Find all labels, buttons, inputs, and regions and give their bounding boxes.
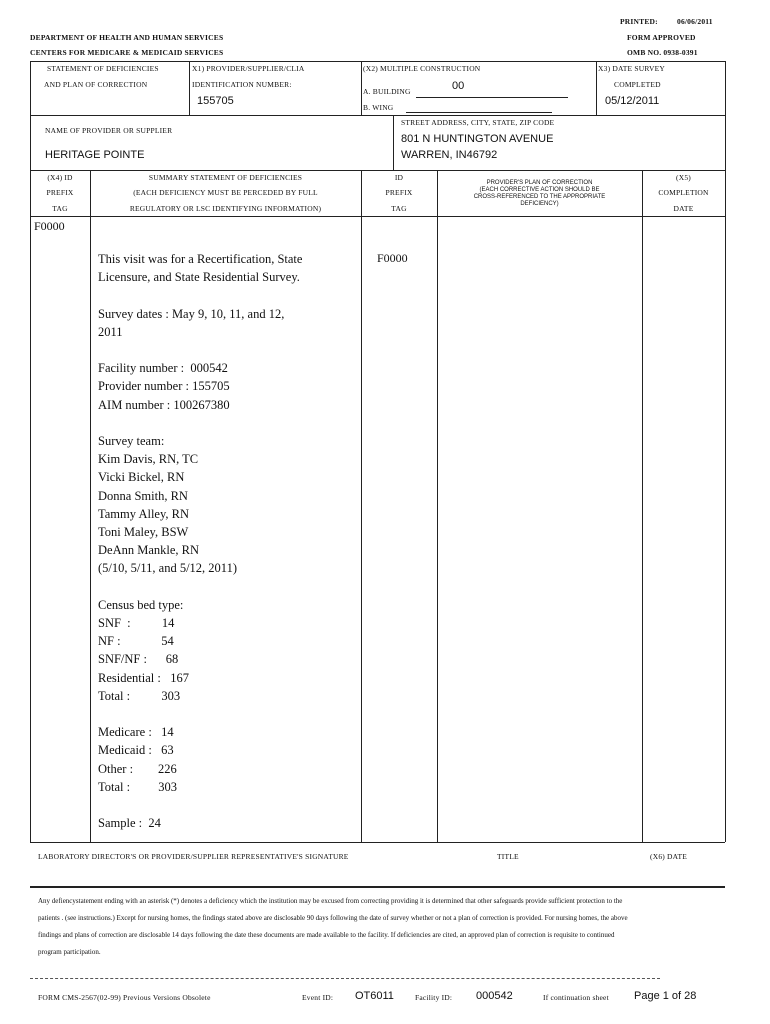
continuation-label: If continuation sheet — [543, 993, 609, 1002]
rule-column-headers — [30, 216, 725, 217]
address-line1: 801 N HUNTINGTON AVENUE — [401, 133, 554, 145]
x4-header-line1: (X4) ID — [47, 173, 73, 182]
printed-date: 06/06/2011 — [677, 17, 713, 26]
rule-right — [725, 61, 726, 842]
rule-address — [393, 115, 394, 170]
rule-footnote — [30, 978, 660, 979]
survey-date-value: 05/12/2011 — [605, 95, 660, 107]
id-header-line3: TAG — [391, 204, 407, 213]
page-number: Page 1 of 28 — [634, 990, 697, 1002]
summary-header-line1: SUMMARY STATEMENT OF DEFICIENCIES — [148, 173, 303, 182]
address-line2: WARREN, IN46792 — [401, 149, 498, 161]
deficiency-tag-left: F0000 — [34, 219, 65, 233]
rule-x1 — [189, 61, 190, 115]
rule-col-id — [437, 170, 438, 842]
provider-name-value: HERITAGE POINTE — [45, 149, 145, 161]
plan-header-line2: (EACH CORRECTIVE ACTION SHOULD BE — [479, 187, 600, 193]
x3-label-line1: X3) DATE SURVEY — [598, 64, 665, 73]
rule-signature — [30, 886, 725, 888]
rule-col-summary — [361, 170, 362, 842]
x4-header-line2: PREFIX — [46, 188, 74, 197]
building-label: A. BUILDING — [363, 87, 411, 96]
plan-header-line1: PROVIDER'S PLAN OF CORRECTION — [486, 180, 593, 186]
form-number: FORM CMS-2567(02-99) Previous Versions Obsolete — [38, 993, 211, 1002]
form-approved: FORM APPROVED — [627, 33, 696, 42]
rule-x2 — [361, 61, 362, 115]
signature-label: LABORATORY DIRECTOR'S OR PROVIDER/SUPPLIER REPRESENTATIVE'S SIGNATURE — [38, 852, 349, 861]
rule-col-prefix — [90, 170, 91, 842]
provider-name-label: NAME OF PROVIDER OR SUPPLIER — [45, 126, 173, 135]
rule-col-plan — [642, 170, 643, 842]
omb-number: OMB NO. 0938-0391 — [627, 48, 698, 57]
statement-label-line1: STATEMENT OF DEFICIENCIES — [47, 64, 159, 73]
disclaimer-footnote: Any defiencystatement ending with an asterisk (*) denotes a deficiency which the institution may be excused from correcting providing it is determined that other safeguards provide sufficient protection to the patients . (see instructions.) Except for nursing homes, the findings stated above are disclosable 90 days following the date of survey whether or not a plan of correction is provided. For nursing homes, the above findings and plans of correction are disclosable 14 days following the date these documents are made available to the facility. If deficiencies are cited, an approved plan of correction is requisite to continued program participation. — [38, 897, 628, 956]
printed-label: PRINTED: — [620, 17, 658, 26]
building-underline — [416, 97, 568, 98]
plan-header-line4: DEFICIENCY) — [520, 201, 559, 207]
x3-label-line2: COMPLETED — [614, 80, 661, 89]
address-label: STREET ADDRESS, CITY, STATE, ZIP CODE — [401, 118, 555, 127]
event-id-value: OT6011 — [355, 990, 394, 1002]
rule-table-bottom — [30, 842, 725, 843]
x5-header-line3: DATE — [673, 204, 694, 213]
agency-name: CENTERS FOR MEDICARE & MEDICAID SERVICES — [30, 48, 224, 57]
event-id-label: Event ID: — [302, 993, 334, 1002]
statement-label-line2: AND PLAN OF CORRECTION — [44, 80, 148, 89]
x5-header-line2: COMPLETION — [658, 188, 709, 197]
x5-header-line1: (X5) — [676, 173, 691, 182]
x1-label-line2: IDENTIFICATION NUMBER: — [192, 80, 292, 89]
deficiency-tag-right: F0000 — [377, 251, 408, 265]
x6-date-label: (X6) DATE — [650, 852, 688, 861]
provider-id-value: 155705 — [197, 95, 234, 107]
id-header-line1: ID — [394, 173, 404, 182]
rule-identification — [30, 115, 725, 116]
facility-id-label: Facility ID: — [415, 993, 453, 1002]
title-label: TITLE — [497, 852, 519, 861]
id-header-line2: PREFIX — [385, 188, 413, 197]
summary-header-line2: (EACH DEFICIENCY MUST BE PERCEDED BY FULL — [133, 188, 318, 197]
plan-header-line3: CROSS-REFERENCED TO THE APPROPRIATE — [473, 194, 606, 200]
rule-x3 — [596, 61, 597, 115]
summary-statement: This visit was for a Recertification, State Licensure, and State Residential Survey. Survey dates : May 9, 10, 11, and 12, 2011 Facility number : 000542 Provider number : 155705 AIM number : 100267380 Survey team: Kim Davis, RN, TC Vicki Bickel, RN Donna Smith, RN Tammy Alley, RN Toni Maley, BSW DeAnn Mankle, RN (5/10, 5/11, and 5/12, 2011) Census bed type: SNF : 14 NF : 54 SNF/NF : 68 Residential : 167 Total : 303 Medicare : 14 Medicaid : 63 Other : 226 Total : 303 Sample : 24 — [98, 252, 303, 831]
x4-header-line3: TAG — [52, 204, 68, 213]
summary-header-line3: REGULATORY OR LSC IDENTIFYING INFORMATION) — [129, 204, 322, 213]
department-name: DEPARTMENT OF HEALTH AND HUMAN SERVICES — [30, 33, 224, 42]
rule-top — [30, 61, 725, 62]
multiple-construction-value: 00 — [452, 80, 465, 92]
wing-underline — [406, 112, 552, 113]
x2-label: (X2) MULTIPLE CONSTRUCTION — [363, 64, 481, 73]
rule-provider — [30, 170, 725, 171]
x1-label-line1: X1) PROVIDER/SUPPLIER/CLIA — [192, 64, 305, 73]
wing-label: B. WING — [363, 103, 394, 112]
facility-id-value: 000542 — [476, 990, 513, 1002]
